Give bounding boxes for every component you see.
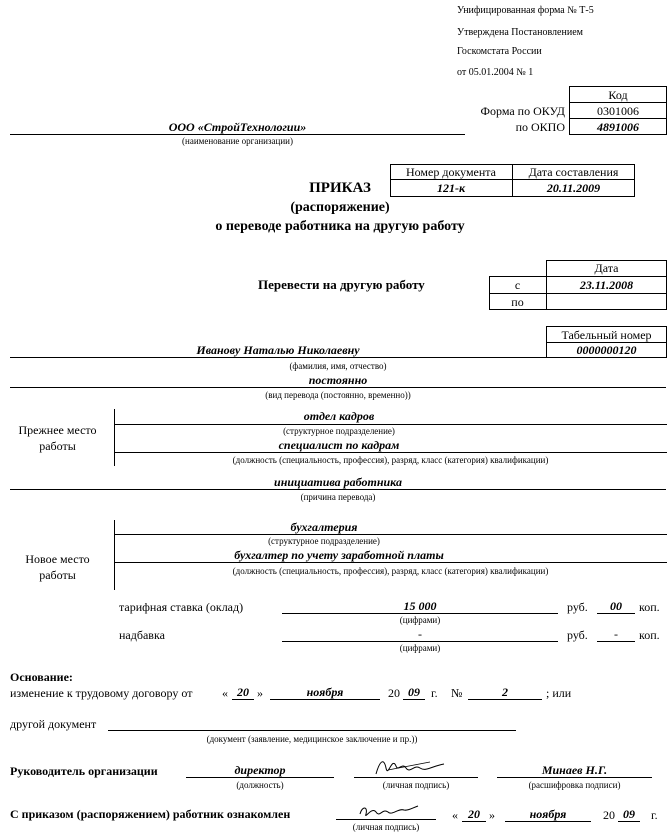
transfer-label: Перевести на другую работу [258, 277, 425, 292]
previous-position: специалист по кадрам [278, 438, 400, 452]
head-position-caption: (должность) [236, 780, 284, 790]
okud-value: 0301006 [597, 104, 639, 118]
bonus-label: надбавка [119, 628, 165, 642]
previous-position-caption: (должность (специальность, профессия), разряд, класс (категория) квалификации) [232, 455, 549, 465]
form-approval-line: Утверждена Постановлением [457, 27, 583, 38]
head-signature-caption: (личная подпись) [382, 780, 450, 790]
bonus-caption: (цифрами) [399, 643, 441, 653]
basis-month: ноября [306, 685, 344, 699]
bonus-kop-value: - [614, 627, 618, 641]
new-position-caption: (должность (специальность, профессия), разряд, класс (категория) квалификации) [232, 566, 549, 576]
tab-number-header: Табельный номер [561, 328, 652, 342]
bonus-rub-label: руб. [567, 628, 588, 642]
okud-label: Форма по ОКУД [480, 104, 565, 118]
tab-number: 0000000120 [576, 343, 637, 357]
basis-day: 20 [237, 685, 249, 699]
new-department-caption: (структурное подразделение) [268, 536, 380, 546]
transfer-type-caption: (вид перевода (постоянно, временно)) [265, 390, 411, 400]
transfer-from-date: 23.11.2008 [579, 278, 634, 292]
head-name-caption: (расшифровка подписи) [528, 780, 621, 790]
form-date-line: от 05.01.2004 № 1 [457, 67, 534, 78]
basis-number-label: № [451, 686, 463, 700]
rate-kop-value: 00 [610, 599, 622, 613]
form-type-line: Унифицированная форма № Т-5 [457, 5, 594, 16]
document-number: 121-к [436, 181, 466, 195]
organization-name: ООО «СтройТехнологии» [168, 120, 307, 134]
title-subject: о переводе работника на другую работу [215, 219, 465, 234]
transfer-to-label: по [511, 295, 524, 309]
new-place-label-2: работы [39, 568, 76, 582]
rate-rub-value: 15 000 [403, 599, 437, 613]
acquainted-month: ноября [529, 807, 567, 821]
rate-label: тарифная ставка (оклад) [119, 600, 244, 614]
previous-place-label-1: Прежнее место [18, 423, 97, 437]
transfer-reason-caption: (причина перевода) [300, 492, 376, 502]
employee-signature-caption: (личная подпись) [352, 822, 420, 832]
okpo-value: 4891006 [597, 120, 639, 134]
basis-title: Основание: [10, 670, 73, 684]
rate-kop-label: коп. [639, 600, 660, 614]
previous-place-label-2: работы [39, 439, 76, 453]
acquainted-year: 09 [623, 807, 635, 821]
previous-department-caption: (структурное подразделение) [283, 426, 395, 436]
title-order-sub: (распоряжение) [290, 200, 390, 215]
transfer-date-header: Дата [594, 261, 619, 275]
new-place-label-1: Новое место [25, 552, 90, 566]
basis-year: 09 [408, 685, 420, 699]
acquainted-day: 20 [468, 807, 480, 821]
acquainted-label: С приказом (распоряжением) работник ознакомлен [10, 807, 291, 821]
new-department: бухгалтерия [290, 520, 358, 534]
employee-name-caption: (фамилия, имя, отчество) [289, 361, 387, 371]
bonus-kop-label: коп. [639, 628, 660, 642]
document-date: 20.11.2009 [546, 181, 601, 195]
head-label: Руководитель организации [10, 764, 158, 778]
employee-name: Иванову Наталью Николаевну [196, 343, 360, 357]
codes-header: Код [608, 88, 628, 102]
transfer-from-label: с [514, 278, 521, 292]
other-document-label: другой документ [10, 717, 97, 731]
okpo-label: по ОКПО [515, 120, 565, 134]
organization-caption: (наименование организации) [182, 136, 293, 146]
rate-caption: (цифрами) [399, 615, 441, 625]
rate-rub-label: руб. [567, 600, 588, 614]
previous-department: отдел кадров [303, 409, 375, 423]
head-name: Минаев Н.Г. [541, 763, 608, 777]
document-date-header: Дата составления [528, 165, 619, 179]
document-number-header: Номер документа [405, 165, 497, 179]
head-position: директор [234, 763, 286, 777]
bonus-rub-value: - [418, 627, 422, 641]
basis-number: 2 [502, 685, 508, 699]
form-authority-line: Госкомстата России [457, 46, 542, 57]
other-document-caption: (документ (заявление, медицинское заключение и пр.)) [206, 734, 418, 744]
new-position: бухгалтер по учету заработной платы [234, 548, 444, 562]
transfer-reason: инициатива работника [274, 475, 402, 489]
transfer-type: постоянно [308, 373, 368, 387]
basis-contract-label: изменение к трудовому договору от [10, 686, 193, 700]
title-order: ПРИКАЗ [309, 180, 371, 196]
